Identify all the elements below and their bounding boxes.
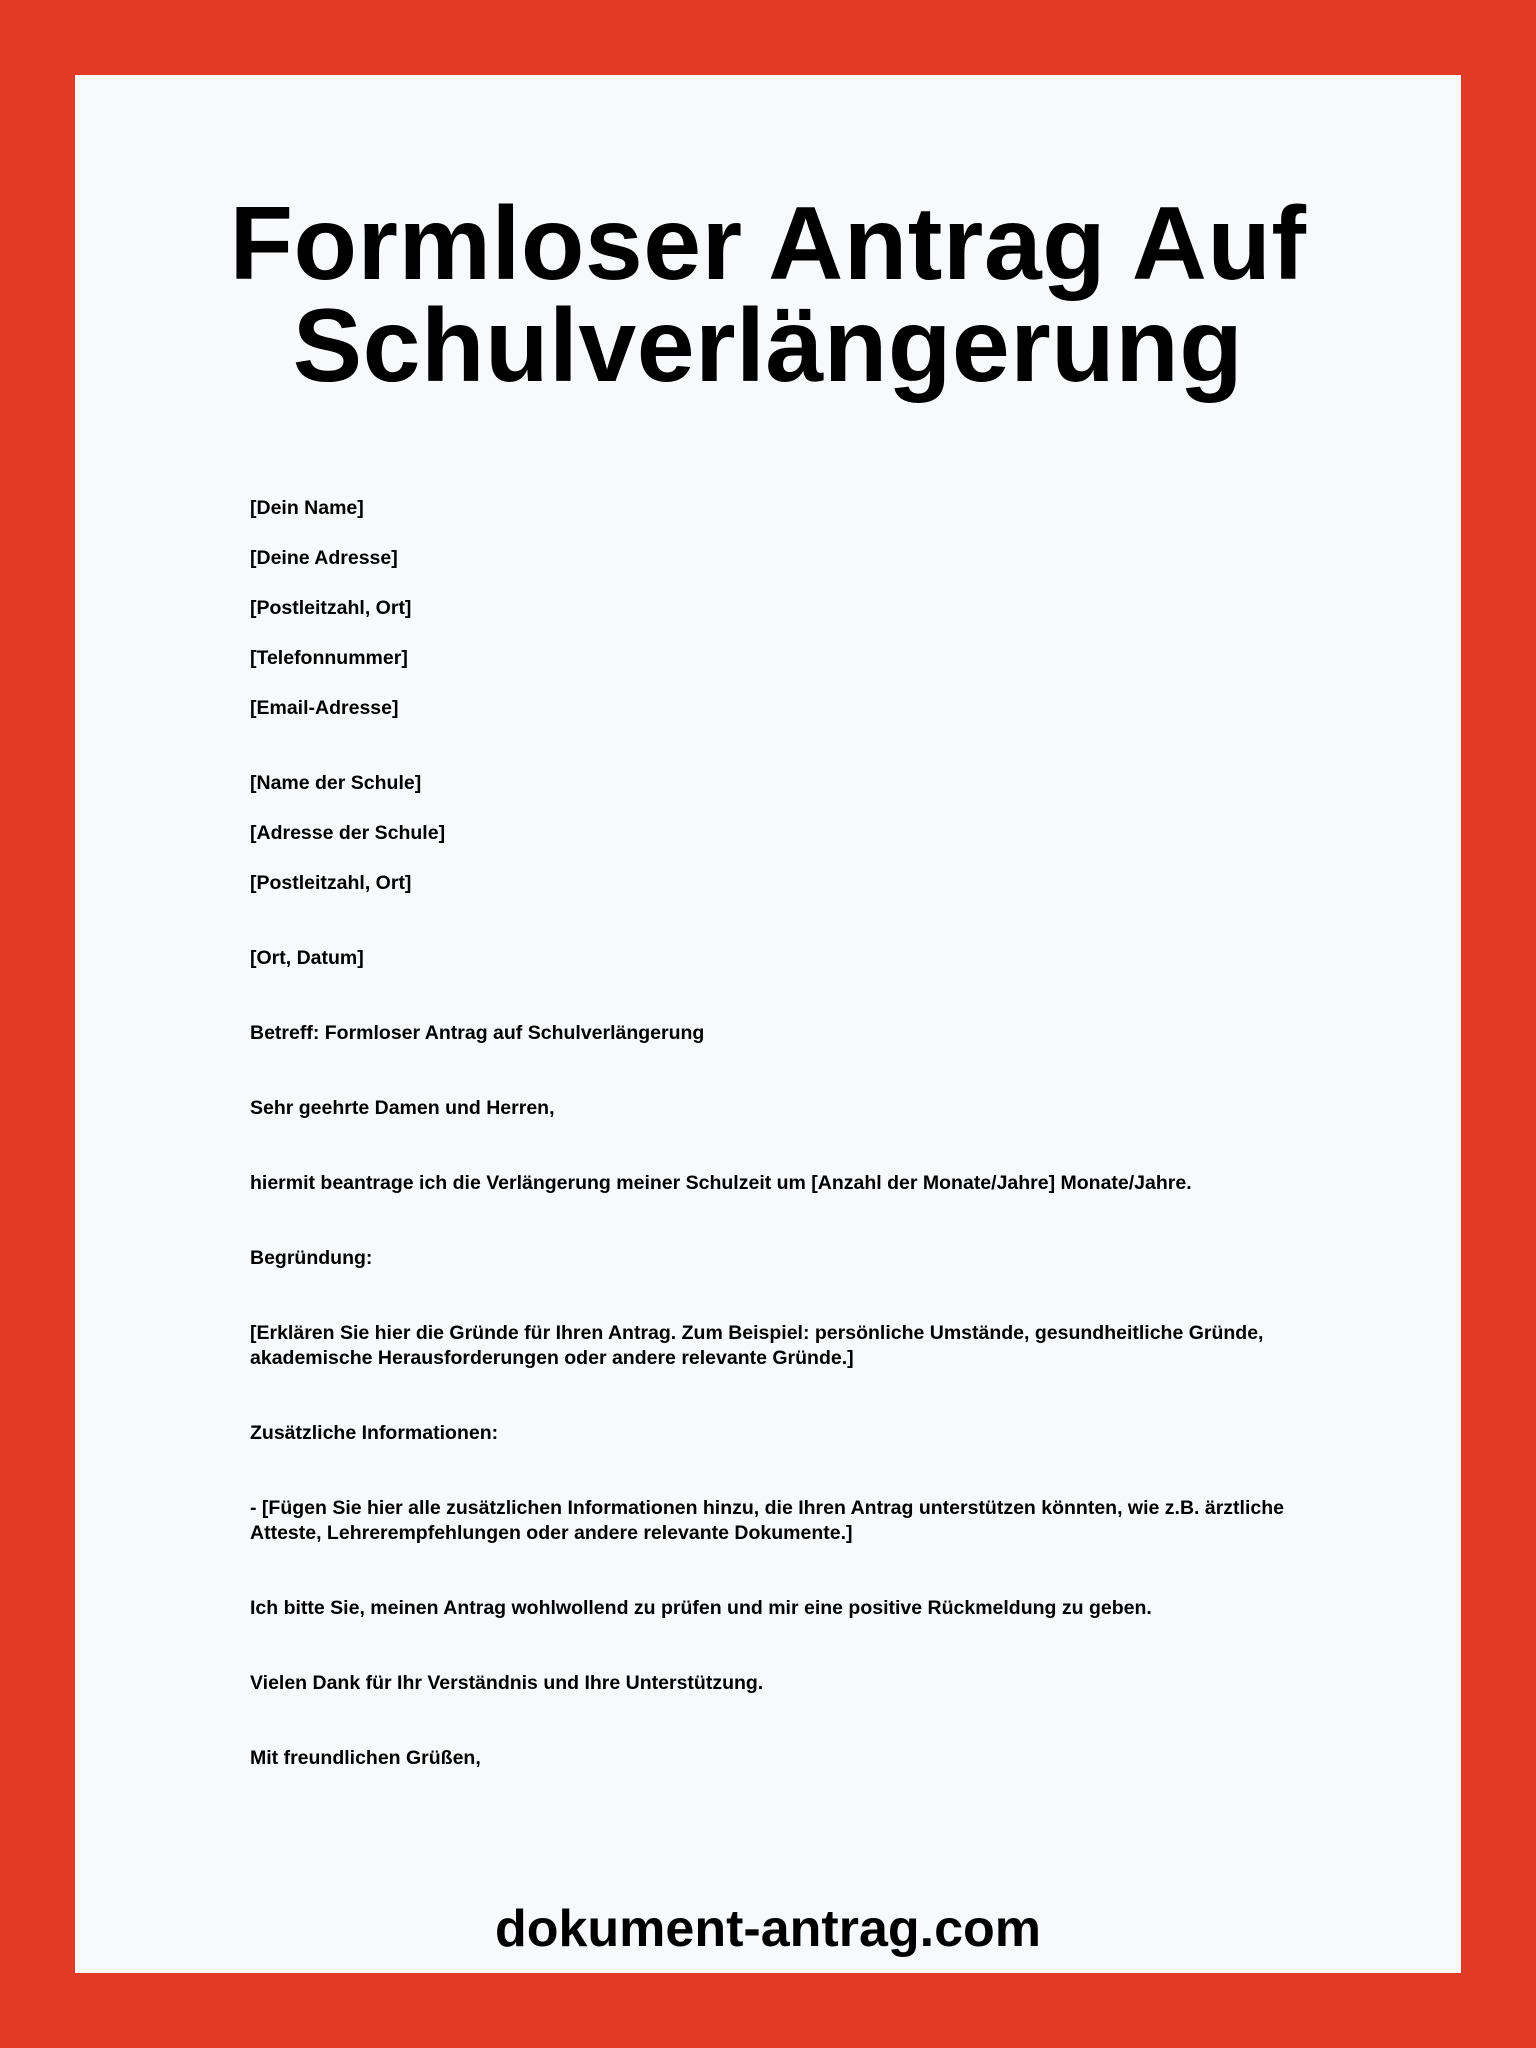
place-date: [Ort, Datum] [250,947,364,969]
closing-line: Mit freundlichen Grüßen, [250,1747,481,1769]
request-paragraph: hiermit beantrage ich die Verlängerung meiner Schulzeit um [Anzahl der Monate/Jahre] Monate/Jahre. [250,1172,1192,1194]
title-line-1: Formloser Antrag Auf [229,186,1307,302]
footer-website: dokument-antrag.com [494,1900,1042,1958]
recipient-postal-city: [Postleitzahl, Ort] [250,872,412,894]
thanks-line: Vielen Dank für Ihr Verständnis und Ihre Unterstützung. [250,1672,764,1694]
recipient-school-name: [Name der Schule] [250,772,422,794]
title-line-2: Schulverlängerung [292,288,1244,404]
additional-heading: Zusätzliche Informationen: [250,1422,499,1444]
subject-line: Betreff: Formloser Antrag auf Schulverlängerung [250,1022,705,1044]
sender-email: [Email-Adresse] [250,697,399,719]
recipient-school-address: [Adresse der Schule] [250,822,446,844]
document-title [75,186,1461,404]
sender-postal-city: [Postleitzahl, Ort] [250,597,412,619]
sender-address: [Deine Adresse] [250,547,398,569]
sender-name: [Dein Name] [250,497,364,519]
reason-heading: Begründung: [250,1247,373,1269]
document-page [75,75,1461,1973]
salutation: Sehr geehrte Damen und Herren, [250,1097,555,1119]
additional-paragraph: - [Fügen Sie hier alle zusätzlichen Informationen hinzu, die Ihren Antrag unterstützen könnten, wie z.B. ärztliche Atteste, Lehrerempfehlungen oder andere relevante Dokumente.] [250,1497,1284,1544]
closing-request: Ich bitte Sie, meinen Antrag wohlwollend zu prüfen und mir eine positive Rückmeldung zu geben. [250,1597,1152,1619]
sender-phone: [Telefonnummer] [250,647,408,669]
reason-paragraph: [Erklären Sie hier die Gründe für Ihren Antrag. Zum Beispiel: persönliche Umstände, gesundheitliche Gründe, akademische Herausforderungen oder andere relevante Gründe.] [250,1322,1264,1369]
